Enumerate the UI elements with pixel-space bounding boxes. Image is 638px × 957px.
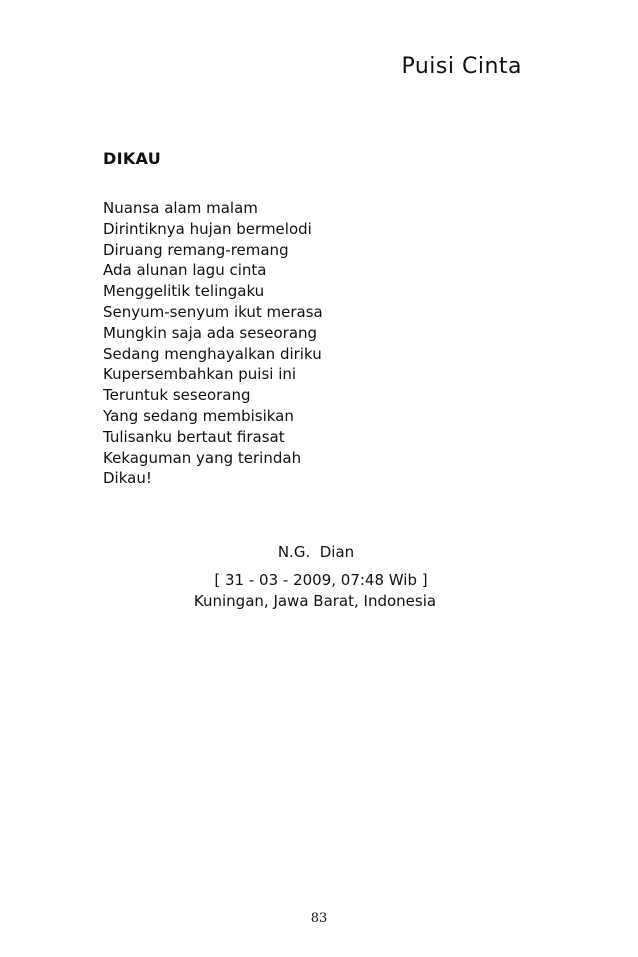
- poem-title: DIKAU: [103, 149, 162, 168]
- poem-line: Yang sedang membisikan: [103, 406, 294, 425]
- signature-author: N.G. Dian: [277, 543, 355, 561]
- poem-line: Sedang menghayalkan diriku: [103, 344, 322, 363]
- page-number: 83: [310, 911, 328, 926]
- poem-line: Menggelitik telingaku: [103, 282, 265, 301]
- poem-line: Mungkin saja ada seseorang: [103, 323, 318, 342]
- poem-line: Kupersembahkan puisi ini: [103, 365, 297, 384]
- poem-line: Senyum-senyum ikut merasa: [103, 302, 323, 321]
- poem-line: Kekaguman yang terindah: [103, 448, 302, 467]
- poem-line: Tulisanku bertaut firasat: [103, 427, 285, 446]
- poem-line: Nuansa alam malam: [103, 199, 258, 217]
- poem-line: Teruntuk seseorang: [103, 386, 251, 405]
- poem-line: Dirintiknya hujan bermelodi: [103, 219, 312, 238]
- poem-line: Dikau!: [103, 469, 152, 488]
- signature-date: [ 31 - 03 - 2009, 07:48 Wib ]: [214, 571, 428, 589]
- signature-place: Kuningan, Jawa Barat, Indonesia: [193, 592, 437, 610]
- poem-line: Ada alunan lagu cinta: [103, 261, 267, 280]
- poem-body: [103, 198, 323, 489]
- poem-line: Diruang remang-remang: [103, 240, 289, 259]
- page-header-title: Puisi Cinta: [401, 54, 522, 79]
